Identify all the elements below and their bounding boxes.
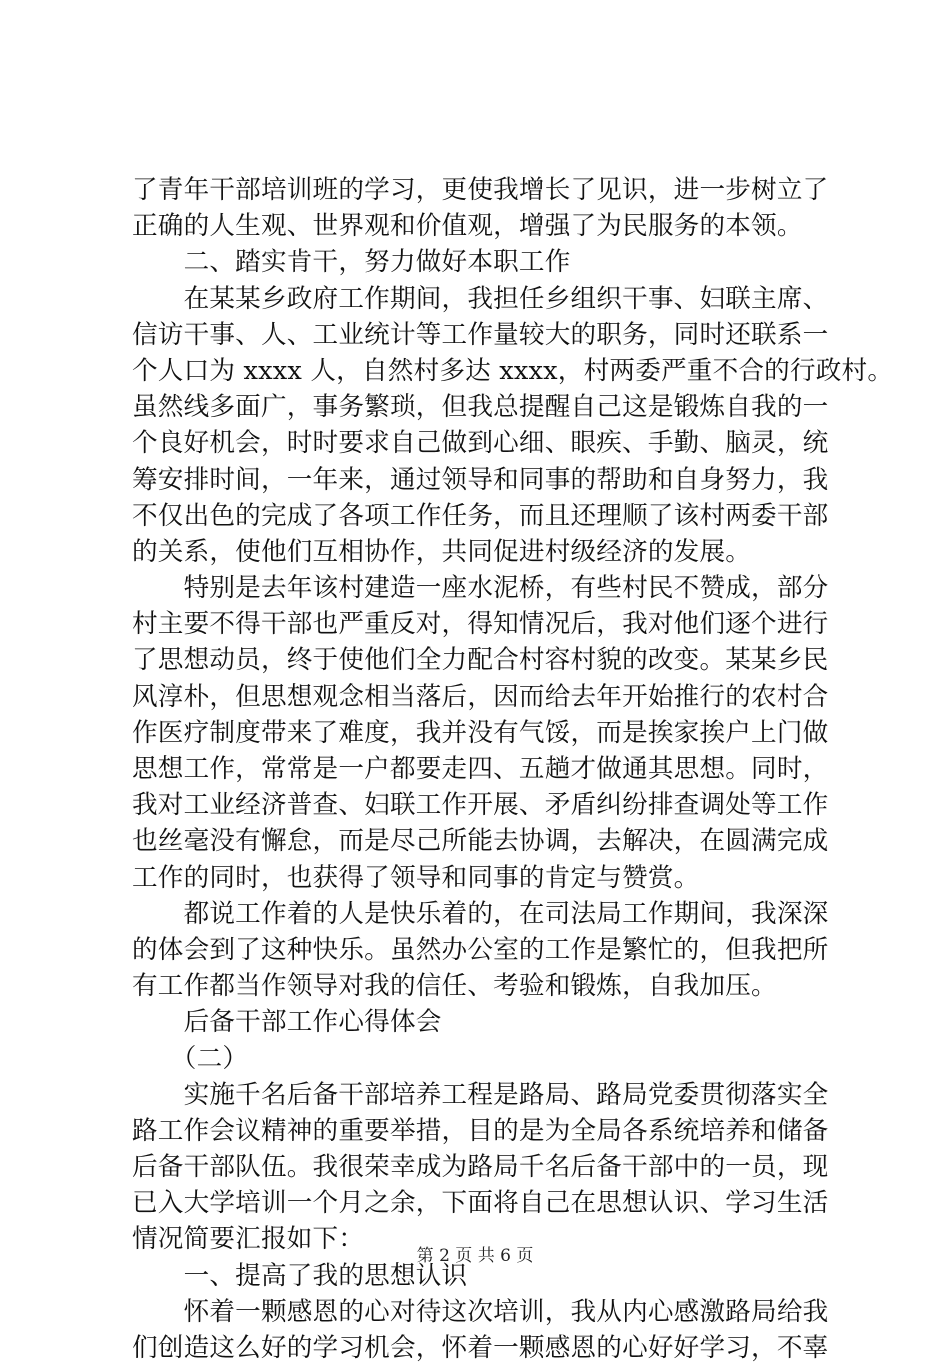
- text-line: 实施千名后备干部培养工程是路局、路局党委贯彻落实全: [132, 1079, 829, 1110]
- text-line: 路工作会议精神的重要举措，目的是为全局各系统培养和储备: [132, 1115, 829, 1146]
- text-line: 风淳朴，但思想观念相当落后，因而给去年开始推行的农村合: [132, 681, 829, 712]
- text-line: 个人口为 xxxx 人，自然村多达 xxxx，村两委严重不合的行政村。: [132, 355, 894, 386]
- text-line: 在某某乡政府工作期间，我担任乡组织干事、妇联主席、: [132, 283, 829, 314]
- section-heading: 二、踏实肯干，努力做好本职工作: [132, 247, 571, 278]
- text-line: 筹安排时间，一年来，通过领导和同事的帮助和自身努力，我: [132, 464, 829, 495]
- page-number: 第 2 页 共 6 页: [416, 1246, 534, 1266]
- text-line: 有工作都当作领导对我的信任、考验和锻炼，自我加压。: [132, 971, 777, 1002]
- text-line: 都说工作着的人是快乐着的，在司法局工作期间，我深深: [132, 898, 829, 929]
- text-line: 的体会到了这种快乐。虽然办公室的工作是繁忙的，但我把所: [132, 934, 829, 965]
- document-body: [132, 172, 894, 1366]
- part-number: （二）: [132, 1043, 249, 1074]
- text-line: 的关系，使他们互相协作，共同促进村级经济的发展。: [132, 536, 752, 567]
- text-line: 特别是去年该村建造一座水泥桥，有些村民不赞成，部分: [132, 573, 829, 604]
- text-line: 怀着一颗感恩的心对待这次培训，我从内心感激路局给我: [132, 1296, 829, 1327]
- text-line: 虽然线多面广，事务繁琐，但我总提醒自己这是锻炼自我的一: [132, 392, 829, 423]
- text-line: 不仅出色的完成了各项工作任务，而且还理顺了该村两委干部: [132, 500, 829, 531]
- text-line: 村主要不得干部也严重反对，得知情况后，我对他们逐个进行: [132, 609, 829, 640]
- text-line: 个良好机会，时时要求自己做到心细、眼疾、手勤、脑灵，统: [132, 428, 829, 459]
- section-heading: 一、提高了我的思想认识: [132, 1260, 468, 1291]
- text-line: 后备干部队伍。我很荣幸成为路局千名后备干部中的一员，现: [132, 1152, 829, 1183]
- text-line: 思想工作，常常是一户都要走四、五趟才做通其思想。同时，: [132, 754, 829, 784]
- text-line: 我对工业经济普查、妇联工作开展、矛盾纠纷排查调处等工作: [132, 790, 829, 821]
- text-line: 正确的人生观、世界观和价值观，增强了为民服务的本领。: [132, 211, 803, 242]
- text-line: 作医疗制度带来了难度，我并没有气馁，而是挨家挨户上门做: [132, 717, 829, 748]
- text-line: 工作的同时，也获得了领导和同事的肯定与赞赏。: [132, 862, 700, 893]
- text-line: 们创造这么好的学习机会，怀着一颗感恩的心好好学习，不辜: [132, 1333, 829, 1363]
- text-line: 信访干事、人、工业统计等工作量较大的职务，同时还联系一: [132, 319, 829, 350]
- text-line: 了青年干部培训班的学习，更使我增长了见识，进一步树立了: [132, 175, 829, 205]
- page-footer: [0, 1244, 950, 1268]
- document-title: 后备干部工作心得体会: [132, 1007, 442, 1038]
- text-line: 已入大学培训一个月之余，下面将自己在思想认识、学习生活: [132, 1188, 829, 1219]
- text-line: 情况简要汇报如下：: [132, 1224, 365, 1255]
- text-line: 了思想动员，终于使他们全力配合村容村貌的改变。某某乡民: [132, 645, 829, 676]
- text-line: 也丝毫没有懈怠，而是尽己所能去协调，去解决，在圆满完成: [132, 826, 829, 857]
